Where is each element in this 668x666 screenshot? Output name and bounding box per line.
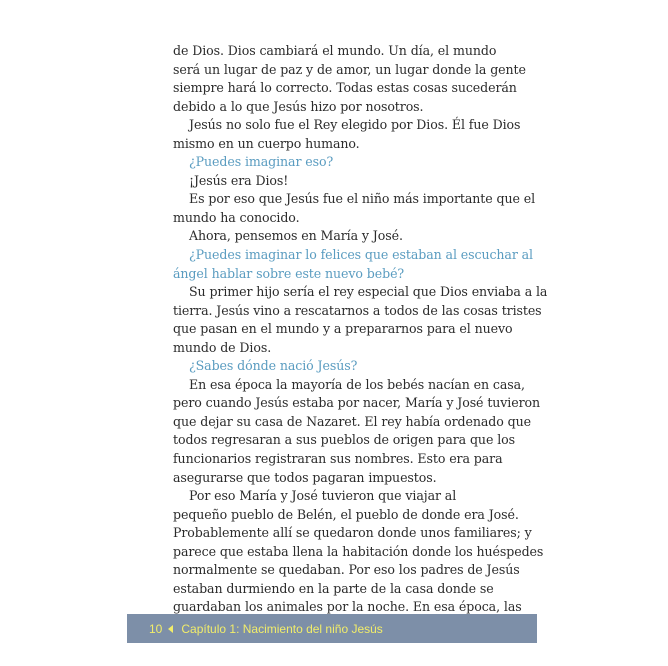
page-number: 10 <box>149 621 163 636</box>
text-line: Por eso María y José tuvieron que viajar al <box>189 488 457 504</box>
text-line: Probablemente allí se quedaron donde unos familiares; y <box>173 525 532 541</box>
body-text <box>173 42 548 617</box>
chapter-title: Capítulo 1: Nacimiento del niño Jesús <box>181 621 383 636</box>
text-line: asegurarse que todos pagaran impuestos. <box>173 469 437 485</box>
footer-content <box>127 622 383 636</box>
text-line: ¡Jesús era Dios! <box>189 172 289 188</box>
text-line: será un lugar de paz y de amor, un lugar donde la gente <box>173 61 526 77</box>
text-line: que pasan en el mundo y a prepararnos para el nuevo <box>173 321 513 337</box>
text-line: tierra. Jesús vino a rescatarnos a todos de las cosas tristes <box>173 302 542 318</box>
text-line: mismo en un cuerpo humano. <box>173 135 360 151</box>
page-footer <box>127 614 537 643</box>
text-line: que dejar su casa de Nazaret. El rey había ordenado que <box>173 413 531 429</box>
text-line: mundo ha conocido. <box>173 209 300 225</box>
text-line: de Dios. Dios cambiará el mundo. Un día, el mundo <box>173 43 497 58</box>
text-line: Es por eso que Jesús fue el niño más importante que el <box>189 191 536 207</box>
question-line: ángel hablar sobre este nuevo bebé? <box>173 265 405 281</box>
text-line: parece que estaba llena la habitación donde los huéspedes <box>173 543 544 559</box>
text-line: En esa época la mayoría de los bebés nacían en casa, <box>189 376 525 392</box>
text-line: Ahora, pensemos en María y José. <box>189 228 403 244</box>
text-line: pequeño pueblo de Belén, el pueblo de donde era José. <box>173 506 519 522</box>
text-line: Su primer hijo sería el rey especial que Dios enviaba a la <box>189 284 548 300</box>
text-line: pero cuando Jesús estaba por nacer, María y José tuvieron <box>173 395 540 411</box>
text-line: siempre hará lo correcto. Todas estas cosas sucederán <box>173 80 517 96</box>
text-line: Jesús no solo fue el Rey elegido por Dios. Él fue Dios <box>189 117 521 133</box>
book-page <box>127 30 548 660</box>
question-line: ¿Puedes imaginar lo felices que estaban al escuchar al <box>189 247 533 263</box>
text-line: estaban durmiendo en la parte de la casa donde se <box>173 580 494 596</box>
text-line: todos regresaran a sus pueblos de origen para que los <box>173 432 515 448</box>
triangle-left-icon <box>168 625 173 633</box>
question-line: ¿Puedes imaginar eso? <box>189 154 334 170</box>
text-line: debido a lo que Jesús hizo por nosotros. <box>173 98 424 114</box>
question-line: ¿Sabes dónde nació Jesús? <box>189 358 358 374</box>
text-line: guardaban los animales por la noche. En esa época, las <box>173 599 522 615</box>
text-line: mundo de Dios. <box>173 339 272 355</box>
text-line: normalmente se quedaban. Por eso los padres de Jesús <box>173 562 520 578</box>
text-line: funcionarios registraran sus nombres. Esto era para <box>173 451 503 467</box>
